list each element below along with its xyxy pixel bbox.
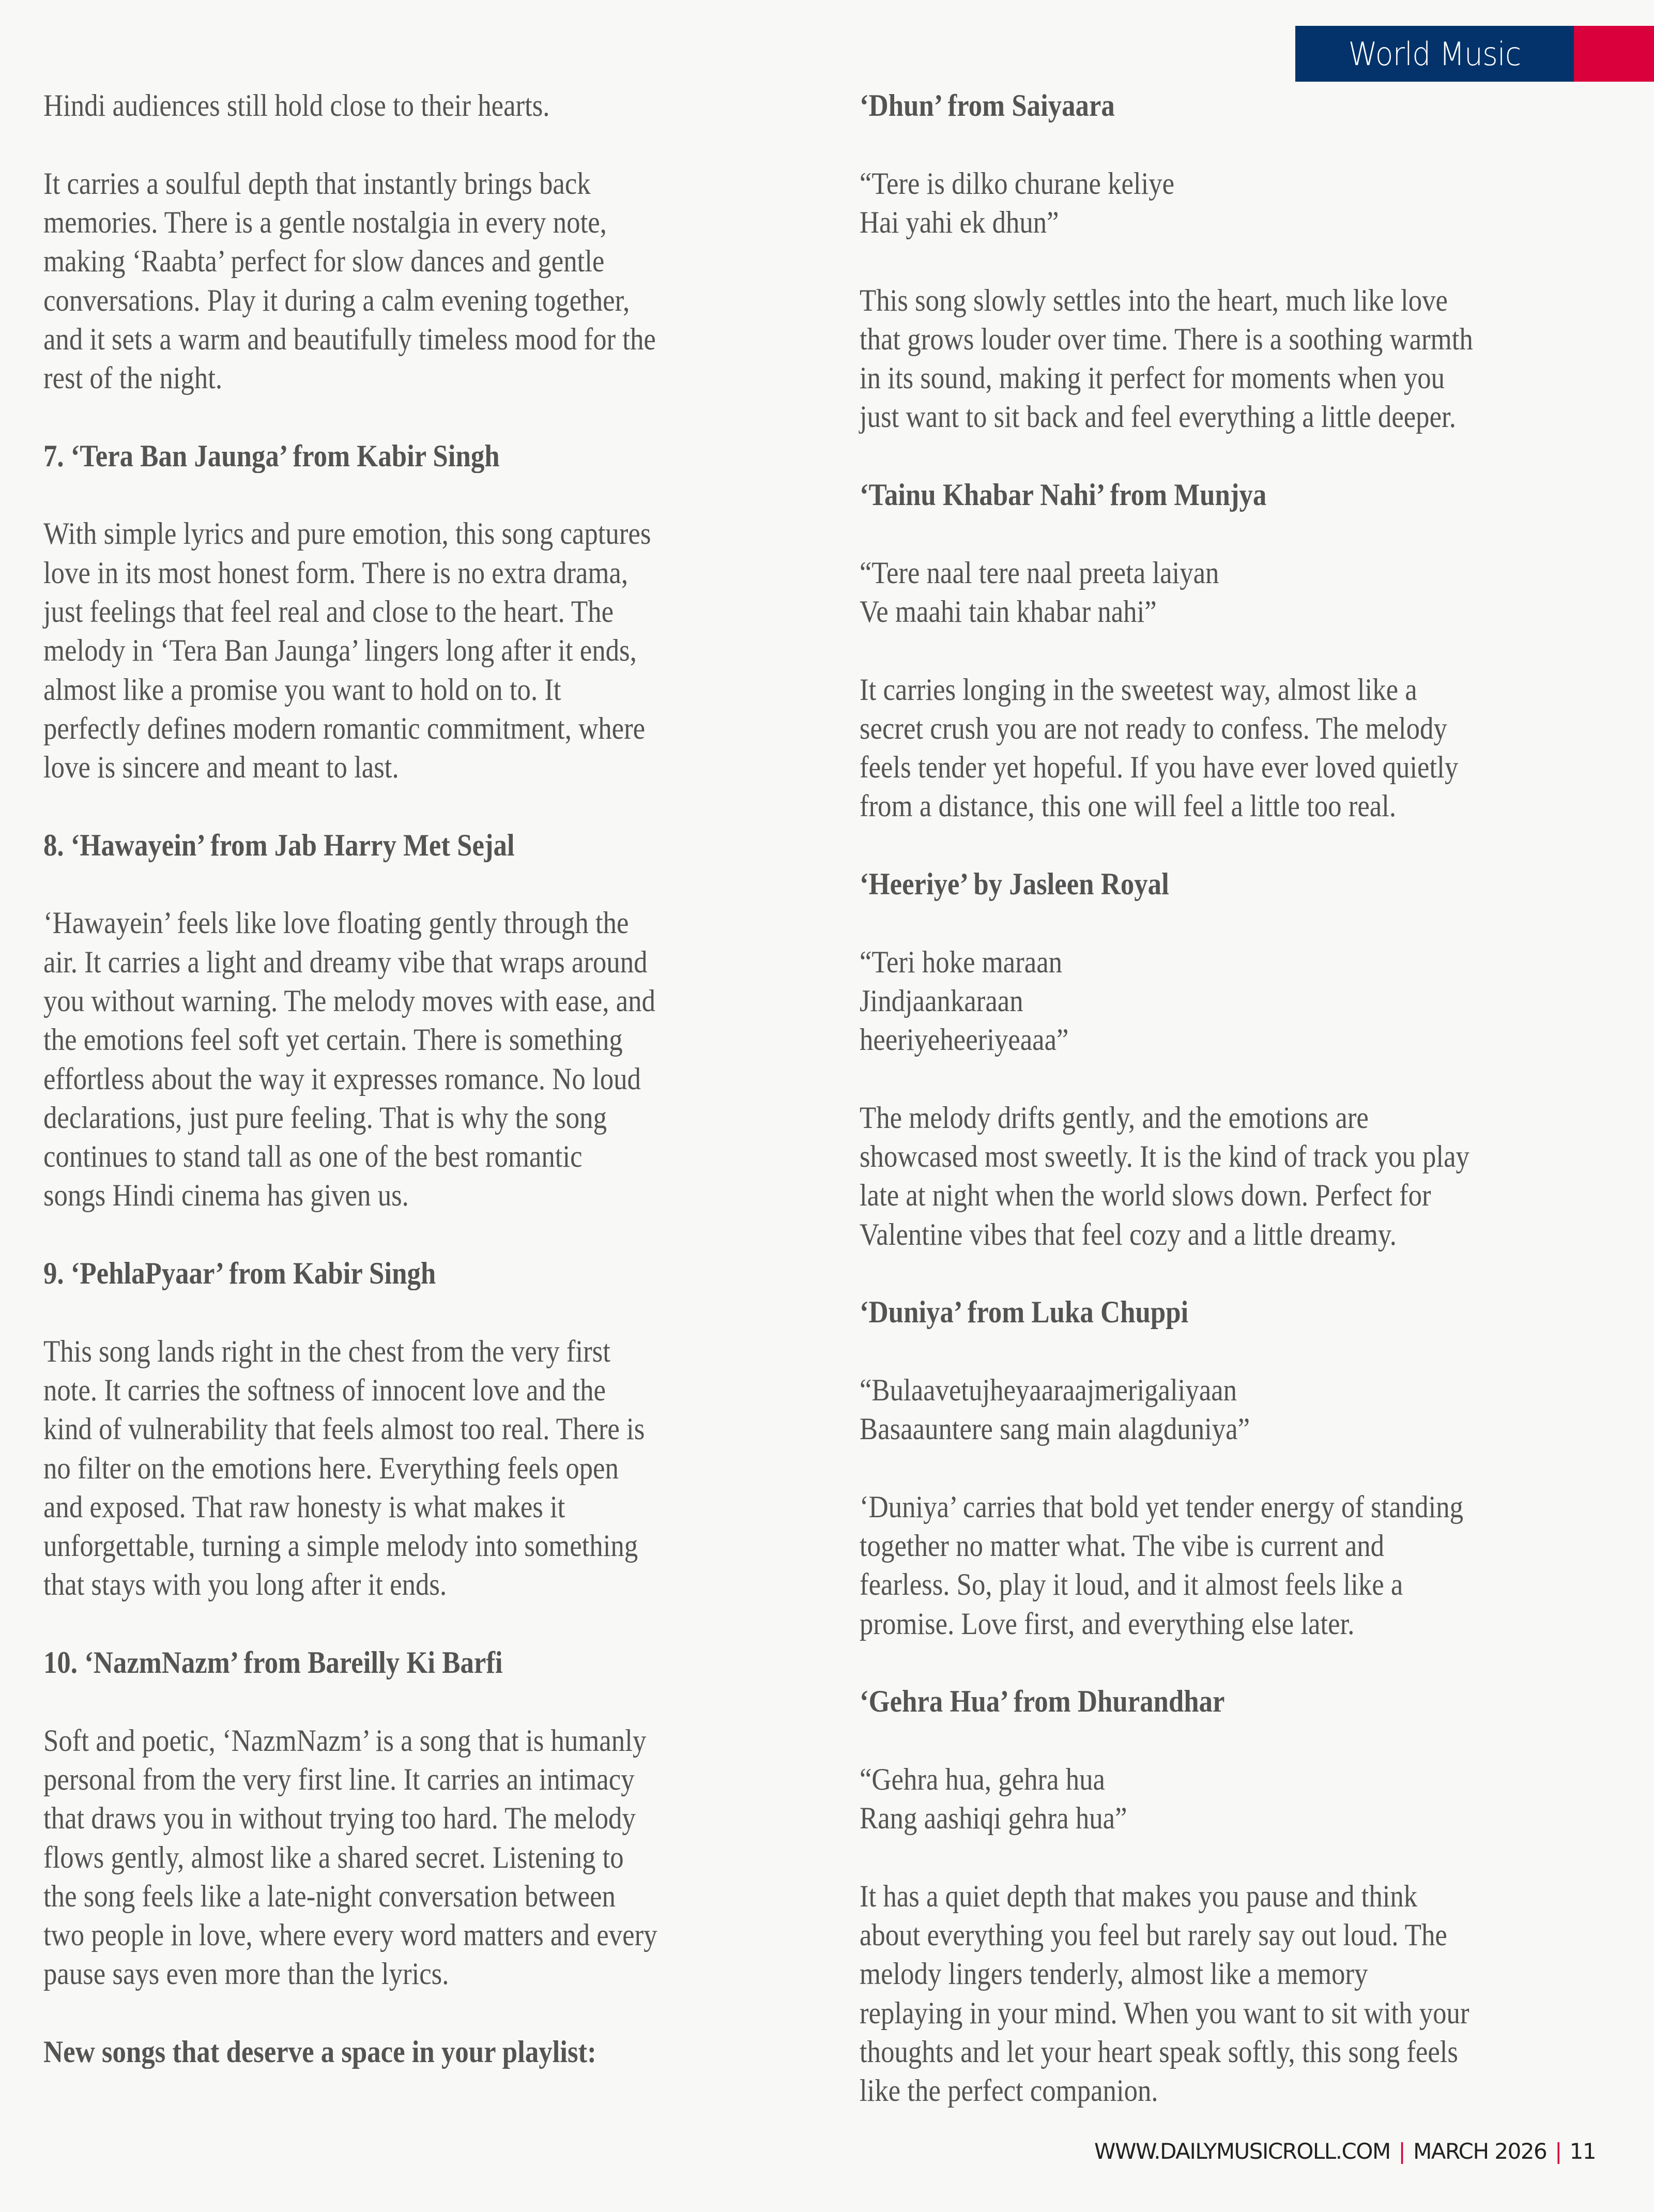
line-text: continues to stand tall as one of the best romantic [43,1139,583,1174]
paragraph-line [43,1449,697,1488]
line-text: love in its most honest form. There is no extra drama, [43,555,629,590]
paragraph-line [860,554,1268,592]
paragraph-line [860,1099,1438,1137]
paragraph-line [860,709,1527,748]
paragraph-line [860,1137,1553,1176]
heading-text: 10. ‘NazmNazm’ from Bareilly Ki Barfi [43,1645,503,1680]
paragraph-line [860,748,1540,787]
line-text: love is sincere and meant to last. [43,750,399,785]
line-text: declarations, just pure feeling. That is why the song [43,1100,607,1135]
line-text: memories. There is a gentle nostalgia in every note, [43,205,607,239]
paragraph-line [43,203,684,242]
heading-text: 9. ‘PehlaPyaar’ from Kabir Singh [43,1256,436,1290]
line-text: melody lingers tenderly, almost like a memory [860,1957,1368,1991]
page-footer [1094,2139,1596,2164]
paragraph-line [43,592,691,631]
footer-website-link[interactable]: WWW.DAILYMUSICROLL.COM [1094,2139,1390,2164]
line-text: that grows louder over time. There is a soothing warmth [860,322,1473,356]
paragraph-line [43,1020,702,1059]
line-text: making ‘Raabta’ perfect for slow dances and gentle [43,244,605,279]
paragraph-line [860,1215,1470,1254]
heading-text: 7. ‘Tera Ban Jaunga’ from Kabir Singh [43,438,500,473]
paragraph-line [43,1137,656,1176]
line-text: It carries longing in the sweetest way, almost like a [860,672,1417,707]
paragraph-line [43,86,619,125]
paragraph-line [43,1176,458,1215]
paragraph-line [43,281,710,320]
line-text: melody in ‘Tera Ban Jaunga’ lingers long after it ends, [43,633,637,668]
heading-text: ‘Tainu Khabar Nahi’ from Munjya [860,478,1267,512]
section-heading [43,437,562,476]
line-text: just feelings that feel real and close to the heart. The [43,594,614,629]
footer-page-number: 11 [1569,2139,1596,2164]
paragraph-line [860,1799,1163,1838]
line-text: secret crush you are not ready to confess. The melody [860,711,1447,745]
paragraph-line [43,1799,716,1838]
paragraph-line [860,1605,1422,1643]
paragraph-line [860,164,1217,203]
line-text: that stays with you long after it ends. [43,1567,447,1602]
paragraph-line [43,904,709,942]
line-text: that draws you in without trying too hard. The melody [43,1801,636,1836]
paragraph-line [860,281,1528,320]
paragraph-line [860,2033,1540,2071]
paragraph-line [43,982,739,1020]
line-text: from a distance, this one will feel a little too real. [860,789,1397,823]
line-text: Jindjaankaraan [860,983,1023,1018]
line-text: Ve maahi tain khabar nahi” [860,594,1157,629]
line-text: The melody drifts gently, and the emotions are [860,1100,1369,1135]
section-heading [860,476,1322,514]
paragraph-line [860,203,1086,242]
section-heading [860,1682,1275,1721]
line-text: “Bulaavetujheyaaraajmerigaliyaan [860,1372,1237,1407]
line-text: air. It carries a light and dreamy vibe that wraps around [43,944,648,979]
paragraph-line [860,1176,1509,1215]
paragraph-line [43,1060,723,1099]
paragraph-line [43,1371,682,1410]
footer-separator: | [1398,2139,1405,2164]
line-text: promise. Love first, and everything else later. [860,1606,1355,1641]
footer-separator: | [1555,2139,1561,2164]
paragraph-line [43,1838,703,1877]
line-text: just want to sit back and feel everything a little deeper. [860,400,1456,434]
line-text: rest of the night. [43,361,223,395]
section-heading [43,2033,672,2071]
paragraph-line [860,359,1524,398]
paragraph-line [860,1565,1477,1604]
paragraph-line [43,748,447,787]
section-heading [43,1254,489,1293]
line-text: heeriyeheeriyeaaa” [860,1023,1069,1057]
line-text: you without warning. The melody moves with ease, and [43,983,655,1018]
line-text: pause says even more than the lyrics. [43,1957,449,1991]
line-text: With simple lyrics and pure emotion, this song captures [43,516,651,551]
paragraph-line [43,242,681,281]
paragraph-line [43,1099,684,1137]
paragraph-line [860,787,1469,826]
line-text: flows gently, almost like a shared secret. Listening to [43,1840,624,1874]
heading-text: New songs that deserve a space in your playlist: [43,2035,596,2069]
paragraph-line [43,631,717,670]
line-text: Hai yahi ek dhun” [860,205,1059,239]
line-text: Rang aashiqi gehra hua” [860,1801,1127,1836]
line-text: showcased most sweetly. It is the kind of track you play [860,1139,1469,1174]
paragraph-line [43,320,739,359]
line-text: note. It carries the softness of innocent love and the [43,1372,606,1407]
paragraph-line [43,709,727,748]
line-text: This song slowly settles into the heart, much like love [860,283,1448,317]
line-text: fearless. So, play it loud, and it almost feels like a [860,1567,1403,1602]
paragraph-line [860,1994,1552,2033]
section-heading [860,86,1150,125]
line-text: Valentine vibes that feel cozy and a little dreamy. [860,1217,1397,1252]
line-text: Hindi audiences still hold close to their hearts. [43,88,550,123]
paragraph-line [860,2071,1199,2110]
section-banner [1295,26,1654,82]
paragraph-line [43,1410,727,1448]
line-text: This song lands right in the chest from the very first [43,1334,610,1368]
paragraph-line [860,398,1537,436]
paragraph-line [860,1916,1527,1955]
section-heading [43,1643,565,1682]
line-text: songs Hindi cinema has given us. [43,1178,409,1213]
section-label-box [1295,26,1574,82]
heading-text: ‘Duniya’ from Luka Chuppi [860,1295,1189,1330]
section-heading [43,826,579,865]
line-text: “Tere naal tere naal preeta laiyan [860,555,1219,590]
heading-text: 8. ‘Hawayein’ from Jab Harry Met Sejal [43,828,515,862]
paragraph-line [43,1332,687,1371]
paragraph-line [43,1527,719,1565]
paragraph-line [860,1527,1456,1565]
section-heading [860,865,1211,904]
line-text: effortless about the way it expresses romance. No loud [43,1061,641,1096]
line-text: two people in love, where every word matters and every [43,1918,657,1952]
paragraph-line [43,943,730,982]
line-text: together no matter what. The vibe is current and [860,1529,1385,1563]
paragraph-line [43,1565,502,1604]
paragraph-line [860,1955,1437,1993]
line-text: It carries a soulful depth that instantly brings back [43,166,591,201]
paragraph-line [43,1488,636,1527]
heading-text: ‘Dhun’ from Saiyaara [860,88,1115,123]
line-text: feels tender yet hopeful. If you have ever loved quietly [860,750,1459,785]
line-text: conversations. Play it during a calm evening together, [43,283,630,317]
heading-text: ‘Heeriye’ by Jasleen Royal [860,867,1169,901]
line-text: and exposed. That raw honesty is what makes it [43,1489,565,1524]
paragraph-line [860,1020,1097,1059]
paragraph-line [860,592,1197,631]
line-text: It has a quiet depth that makes you pause and think [860,1879,1418,1913]
line-text: the song feels like a late-night conversation between [43,1879,616,1913]
line-text: in its sound, making it perfect for moments when you [860,361,1445,395]
paragraph-line [860,1410,1303,1448]
paragraph-line [860,320,1557,359]
paragraph-line [43,1721,728,1760]
line-text: late at night when the world slows down. Perfect for [860,1178,1431,1213]
paragraph-line [860,670,1493,709]
paragraph-line [860,1488,1545,1527]
paragraph-line [860,982,1046,1020]
paragraph-line [43,1916,741,1955]
banner-accent-block [1574,26,1654,82]
line-text: unforgettable, turning a simple melody into something [43,1529,638,1563]
line-text: no filter on the emotions here. Everything feels open [43,1451,619,1485]
paragraph-line [43,359,247,398]
paragraph-line [43,514,734,553]
line-text: ‘Hawayein’ feels like love floating gently through the [43,906,629,940]
paragraph-line [860,1760,1139,1799]
line-text: kind of vulnerability that feels almost too real. There is [43,1412,645,1446]
paragraph-line [43,1760,715,1799]
line-text: the emotions feel soft yet certain. There is something [43,1023,623,1057]
line-text: like the perfect companion. [860,2073,1158,2108]
paragraph-line [43,670,632,709]
line-text: about everything you feel but rarely say out loud. The [860,1918,1447,1952]
paragraph-line [43,1877,694,1916]
line-text: personal from the very first line. It carries an intimacy [43,1762,635,1796]
line-text: Soft and poetic, ‘NazmNazm’ is a song that is humanly [43,1723,647,1758]
paragraph-line [43,554,708,592]
line-text: “Teri hoke maraan [860,944,1063,979]
paragraph-line [43,164,665,203]
line-text: ‘Duniya’ carries that bold yet tender energy of standing [860,1489,1464,1524]
paragraph-line [860,1877,1493,1916]
section-label: World Music [1348,35,1521,73]
paragraph-line [860,943,1090,982]
paragraph-line [43,1955,504,1993]
line-text: “Tere is dilko churane keliye [860,166,1175,201]
paragraph-line [860,1371,1289,1410]
line-text: perfectly defines modern romantic commitment, where [43,711,646,745]
footer-issue-date: MARCH 2026 [1413,2139,1547,2164]
section-heading [860,1293,1233,1332]
line-text: and it sets a warm and beautifully timeless mood for the [43,322,656,356]
line-text: Basaauntere sang main alagduniya” [860,1412,1250,1446]
line-text: thoughts and let your heart speak softly, this song feels [860,2035,1458,2069]
heading-text: ‘Gehra Hua’ from Dhurandhar [860,1684,1225,1719]
line-text: replaying in your mind. When you want to sit with your [860,1995,1469,2030]
line-text: almost like a promise you want to hold on to. It [43,672,561,707]
line-text: “Gehra hua, gehra hua [860,1762,1105,1796]
